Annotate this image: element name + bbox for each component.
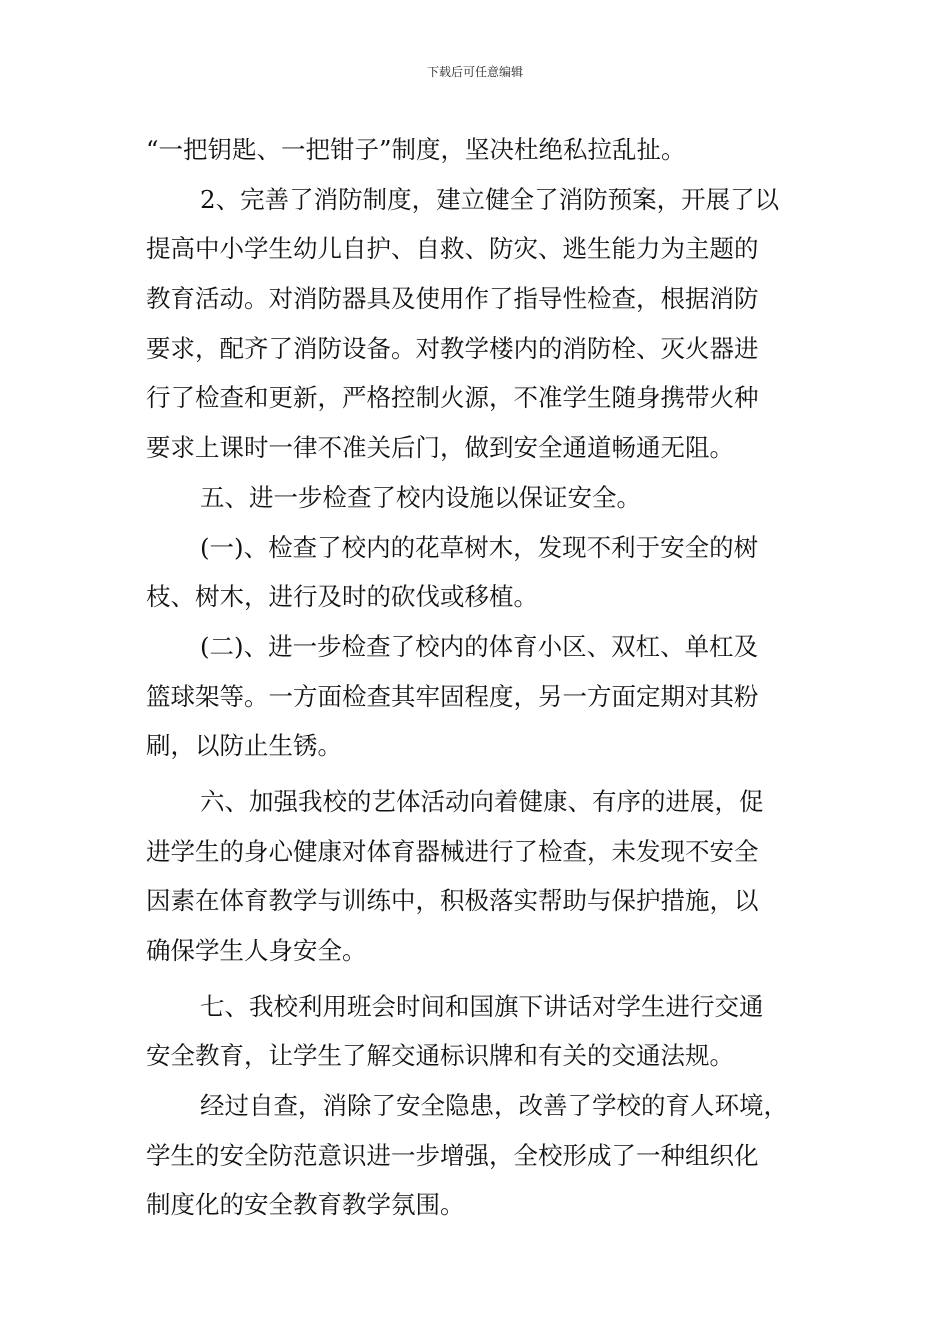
text-line: 刷，以防止生锈。 bbox=[146, 731, 342, 761]
text-line: (一)、检查了校内的花草树木，发现不利于安全的树 bbox=[200, 532, 759, 562]
text-line: 六、加强我校的艺体活动向着健康、有序的进展，促 bbox=[200, 786, 764, 816]
text-line: 安全教育，让学生了解交通标识牌和有关的交通法规。 bbox=[146, 1041, 734, 1071]
text-line: 学生的安全防范意识进一步增强，全校形成了一种组织化 bbox=[146, 1140, 759, 1170]
text-line: 确保学生人身安全。 bbox=[146, 936, 367, 965]
text-line: 要求，配齐了消防设备。对教学楼内的消防栓、灭火器进 bbox=[146, 333, 759, 363]
text-line: 提高中小学生幼儿自护、自救、防灾、逃生能力为主题的 bbox=[146, 234, 759, 264]
text-line: 五、进一步检查了校内设施以保证安全。 bbox=[200, 482, 641, 512]
text-line: 进学生的身心健康对体育器械进行了检查，未发现不安全 bbox=[146, 836, 759, 866]
text-line: 因素在体育教学与训练中，积极落实帮助与保护措施，以 bbox=[146, 886, 759, 916]
document-body bbox=[146, 132, 810, 1237]
text-line: 要求上课时一律不准关后门，做到安全通道畅通无阻。 bbox=[146, 433, 734, 463]
text-line: 教育活动。对消防器具及使用作了指导性检查，根据消防 bbox=[146, 284, 759, 314]
text-line: 七、我校利用班会时间和国旗下讲话对学生进行交通 bbox=[200, 991, 764, 1021]
text-line: 制度化的安全教育教学氛围。 bbox=[146, 1190, 465, 1220]
text-line: 枝、树木，进行及时的砍伐或移植。 bbox=[146, 582, 538, 612]
page-header: 下载后可任意编辑 bbox=[426, 65, 523, 79]
text-line: 2、完善了消防制度，建立健全了消防预案，开展了以 bbox=[200, 184, 780, 214]
text-line: 行了检查和更新，严格控制火源，不准学生随身携带火种 bbox=[146, 383, 759, 413]
text-line: (二)、进一步检查了校内的体育小区、双杠、单杠及 bbox=[200, 631, 759, 661]
text-line: 篮球架等。一方面检查其牢固程度，另一方面定期对其粉 bbox=[146, 681, 759, 711]
text-line: “一把钥匙、一把钳子”制度，坚决杜绝私拉乱扯。 bbox=[146, 135, 686, 164]
text-line: 经过自查，消除了安全隐患，改善了学校的育人环境， bbox=[200, 1091, 788, 1121]
